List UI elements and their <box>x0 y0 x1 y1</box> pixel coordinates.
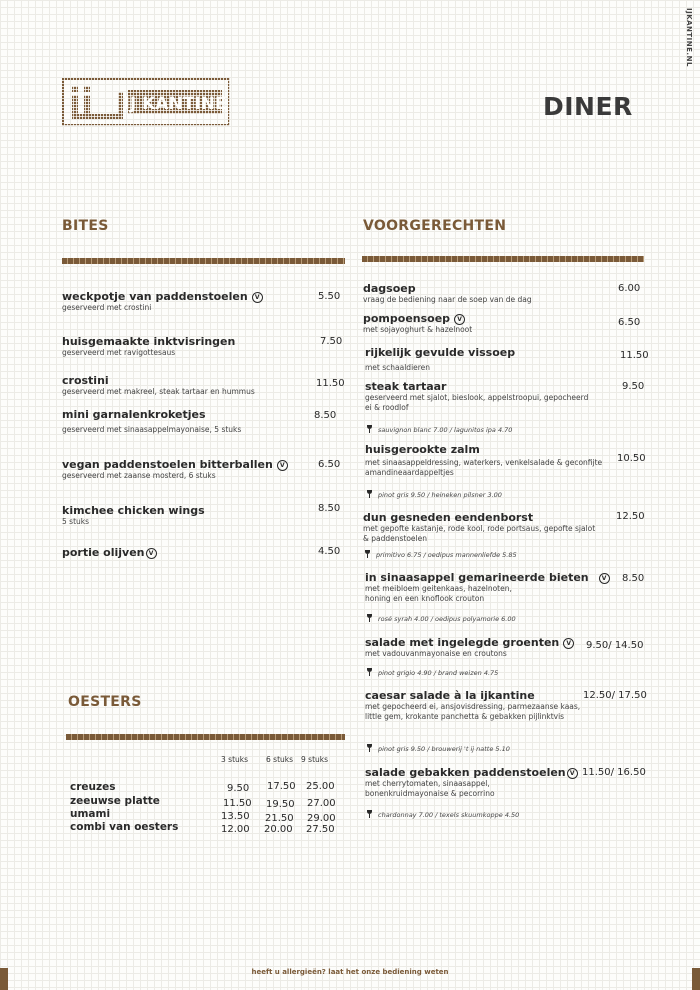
menu-item <box>365 380 595 413</box>
wine-glass-icon <box>367 614 372 622</box>
menu-item <box>365 636 574 659</box>
item-price: 12.50 <box>616 511 645 522</box>
item-name: caesar salade à la ijkantine <box>365 689 535 702</box>
item-price: 5.50 <box>318 291 341 302</box>
wine-pairing <box>367 668 498 677</box>
column-header: 3 stuks <box>221 755 249 764</box>
wine-text: rosé syrah 4.00 / oedipus polyamorie 6.00 <box>378 615 516 623</box>
item-price: 11.50/ 16.50 <box>582 767 646 778</box>
oyster-price: 12.00 <box>221 824 250 835</box>
wine-text: sauvignon blanc 7.00 / lagunitos ipa 4.70 <box>378 426 513 434</box>
logo-text: IJ KANTINE <box>123 94 227 114</box>
item-desc: met gepocheerd ei, ansjovisdressing, parmezaanse kaas, little gem, krokante panchetta & gebakken pijlinktvis <box>365 702 581 721</box>
oyster-name: combi van oesters <box>70 821 179 833</box>
item-name: salade gebakken paddenstoelen <box>365 766 566 779</box>
oyster-price: 27.50 <box>306 824 335 835</box>
wine-pairing <box>367 425 512 434</box>
oyster-price: 17.50 <box>267 781 296 792</box>
page-title: DINER <box>543 92 633 121</box>
oyster-price: 29.00 <box>307 813 336 824</box>
wine-text: pinot gris 9.50 / brouwerij 't ij natte 5.10 <box>378 745 510 753</box>
item-price: 11.50 <box>316 378 345 389</box>
corner-mark-left <box>0 968 8 990</box>
item-price: 12.50/ 17.50 <box>583 690 647 701</box>
menu-item <box>62 546 157 559</box>
section-title-voorgerechten: VOORGERECHTEN <box>363 218 507 234</box>
item-price: 7.50 <box>320 336 343 347</box>
wine-glass-icon <box>367 425 372 433</box>
section-divider-bites <box>62 258 345 264</box>
item-name: kimchee chicken wings <box>62 504 205 517</box>
side-url <box>682 8 694 88</box>
oyster-name: creuzes <box>70 781 116 793</box>
wine-glass-icon <box>367 668 372 676</box>
vegan-icon: V <box>599 573 610 584</box>
menu-item <box>365 346 515 373</box>
ijkantine-logo <box>62 78 230 126</box>
item-name: crostini <box>62 374 109 387</box>
item-price: 8.50 <box>314 410 337 421</box>
wine-pairing <box>367 810 519 819</box>
oyster-price: 27.00 <box>307 798 336 809</box>
item-price: 6.00 <box>618 283 641 294</box>
item-name: dagsoep <box>363 282 416 295</box>
side-url-text: IJKANTINE.NL <box>685 8 693 67</box>
section-title-oesters: OESTERS <box>68 694 142 710</box>
item-price: 8.50 <box>318 503 341 514</box>
item-desc: met gepofte kastanje, rode kool, rode portsaus, gepofte sjalot & paddenstoelen <box>363 524 596 543</box>
wine-text: pinot grigio 4.90 / brand weizen 4.75 <box>378 669 499 677</box>
item-price: 11.50 <box>620 350 649 361</box>
oyster-price: 11.50 <box>223 798 252 809</box>
item-desc: met schaaldieren <box>365 363 431 372</box>
vegan-icon: V <box>454 314 465 325</box>
item-desc: geserveerd met makreel, steak tartaar en hummus <box>62 387 255 396</box>
oyster-price: 9.50 <box>227 783 250 794</box>
item-name: huisgemaakte inktvisringen <box>62 335 236 348</box>
item-name: huisgerookte zalm <box>365 443 480 456</box>
wine-pairing <box>367 490 502 499</box>
vegan-icon: V <box>567 768 578 779</box>
menu-item <box>365 689 590 722</box>
section-divider-oesters <box>66 734 345 740</box>
menu-item <box>363 312 472 335</box>
item-desc: geserveerd met sjalot, bieslook, appelstroopui, gepocheerd ei & roodlof <box>365 393 589 412</box>
item-price: 8.50 <box>622 573 645 584</box>
item-name: pompoensoep <box>363 312 451 325</box>
menu-item <box>62 458 288 481</box>
allergy-footer: heeft u allergieën? laat het onze bediening weten <box>251 968 449 976</box>
wine-text: primitivo 6.75 / oedipus mannenliefde 5.85 <box>376 551 517 559</box>
item-desc: met vadouvanmayonaise en croutons <box>365 649 507 658</box>
vegan-icon: V <box>277 460 288 471</box>
item-name: steak tartaar <box>365 380 447 393</box>
menu-item <box>365 571 605 604</box>
item-name: rijkelijk gevulde vissoep <box>365 346 516 359</box>
item-desc: met sojayoghurt & hazelnoot <box>363 325 473 334</box>
wine-glass-icon <box>367 490 372 498</box>
vegan-icon: V <box>252 292 263 303</box>
menu-item <box>62 408 241 435</box>
item-desc: geserveerd met zaanse mosterd, 6 stuks <box>62 471 216 480</box>
menu-item <box>365 443 605 478</box>
menu-item <box>62 374 255 397</box>
column-header: 9 stuks <box>301 755 329 764</box>
item-name: portie olijven <box>62 546 145 559</box>
item-desc: geserveerd met ravigottesaus <box>62 348 176 357</box>
item-desc: 5 stuks <box>62 517 90 526</box>
wine-pairing <box>367 744 510 753</box>
item-name: vegan paddenstoelen bitterballen <box>62 458 273 471</box>
menu-item <box>62 335 235 358</box>
wine-glass-icon <box>365 550 370 558</box>
item-price: 6.50 <box>318 459 341 470</box>
wine-text: chardonnay 7.00 / texels skuumkoppe 4.50 <box>378 811 520 819</box>
item-desc: met meibloem geitenkaas, hazelnoten, honing en een knoflook crouton <box>365 584 512 603</box>
item-desc: met cherrytomaten, sinaasappel, bonenkruidmayonaise & pecorrino <box>365 779 495 798</box>
oyster-price: 20.00 <box>264 824 293 835</box>
menu-item <box>62 504 205 527</box>
item-price: 9.50 <box>622 381 645 392</box>
wine-pairing <box>365 550 517 559</box>
oyster-price: 19.50 <box>266 799 295 810</box>
item-desc: vraag de bediening naar de soep van de dag <box>363 295 532 304</box>
item-name: mini garnalenkroketjes <box>62 408 206 421</box>
oyster-name: zeeuwse platte <box>70 795 160 807</box>
section-divider-voorgerechten <box>362 256 644 262</box>
oyster-price: 25.00 <box>306 781 335 792</box>
item-price: 6.50 <box>618 317 641 328</box>
column-header: 6 stuks <box>266 755 294 764</box>
item-name: salade met ingelegde groenten <box>365 636 560 649</box>
menu-item <box>62 290 263 313</box>
wine-text: pinot gris 9.50 / heineken pilsner 3.00 <box>378 491 502 499</box>
item-desc: met sinaasappeldressing, waterkers, venkelsalade & geconfijte amandineaardappeltjes <box>365 458 603 477</box>
item-price: 10.50 <box>617 453 646 464</box>
oyster-price: 13.50 <box>221 811 250 822</box>
oyster-price: 21.50 <box>265 813 294 824</box>
wine-pairing <box>367 614 516 623</box>
item-price: 9.50/ 14.50 <box>586 640 644 651</box>
wine-glass-icon <box>367 810 372 818</box>
oyster-name: umami <box>70 808 111 820</box>
item-desc: geserveerd met crostini <box>62 303 152 312</box>
section-title-bites: BITES <box>62 218 109 234</box>
menu-item <box>363 282 532 305</box>
menu-item <box>365 766 590 799</box>
corner-mark-right <box>692 968 700 990</box>
item-name: in sinaasappel gemarineerde bieten <box>365 571 589 584</box>
item-desc: geserveerd met sinaasappelmayonaise, 5 stuks <box>62 425 242 434</box>
item-price: 4.50 <box>318 546 341 557</box>
menu-item <box>363 511 603 544</box>
wine-glass-icon <box>367 744 372 752</box>
vegan-icon: V <box>146 548 157 559</box>
vegan-icon: V <box>563 638 574 649</box>
item-name: weckpotje van paddenstoelen <box>62 290 248 303</box>
item-name: dun gesneden eendenborst <box>363 511 534 524</box>
